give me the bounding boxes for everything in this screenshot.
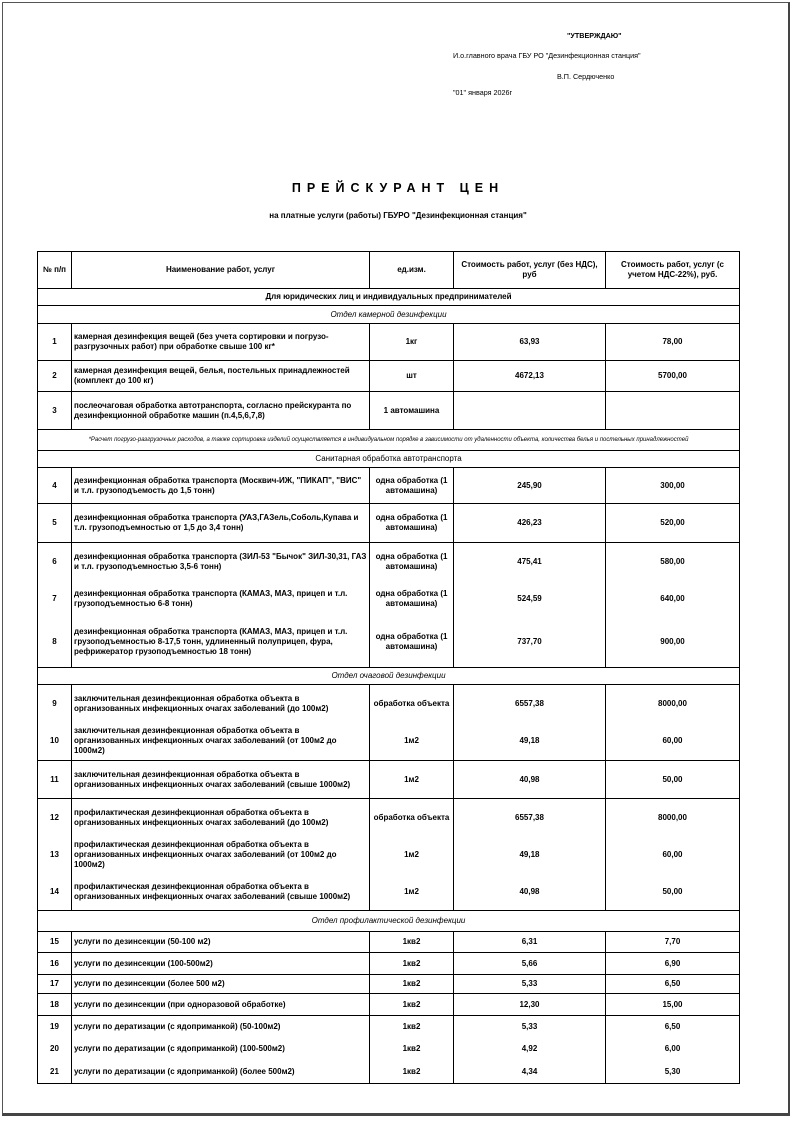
- table-row: [38, 761, 740, 799]
- row-price-no-vat: 4672,13: [454, 361, 606, 392]
- row-name: заключительная дезинфекционная обработка объекта в организованных инфекционных очагах заболеваний (до 100м2): [72, 685, 370, 723]
- row-number: 21: [38, 1061, 72, 1084]
- row-price-vat: 5700,00: [606, 361, 740, 392]
- row-price-no-vat: 4,92: [454, 1038, 606, 1061]
- row-number: 11: [38, 761, 72, 799]
- note-row: [38, 430, 740, 451]
- row-price-no-vat: [454, 392, 606, 430]
- row-name: услуги по дезинсекции (более 500 м2): [72, 975, 370, 994]
- row-price-vat: 50,00: [606, 874, 740, 911]
- section-row: [38, 911, 740, 932]
- row-unit: одна обработка (1 автомашина): [370, 581, 454, 617]
- footnote: *Расчет погрузо-разгрузочных расходов, а также сортировка изделий осуществляется в индивидуальном порядке в зависимости от удаленности объекта, количества белья и постельных принадлежностей: [38, 430, 740, 451]
- approval-date: "01" января 2026г: [453, 88, 513, 97]
- table-row: [38, 1038, 740, 1061]
- approval-stamp: "УТВЕРЖДАЮ": [567, 31, 622, 40]
- row-number: 4: [38, 468, 72, 504]
- row-number: 12: [38, 799, 72, 837]
- row-price-no-vat: 4,34: [454, 1061, 606, 1084]
- table-row: [38, 685, 740, 723]
- row-name: профилактическая дезинфекционная обработка объекта в организованных инфекционных очагах заболеваний (до 100м2): [72, 799, 370, 837]
- row-price-no-vat: 245,90: [454, 468, 606, 504]
- table-row: [38, 504, 740, 543]
- row-number: 7: [38, 581, 72, 617]
- row-price-vat: 6,50: [606, 1016, 740, 1038]
- row-price-vat: 78,00: [606, 324, 740, 361]
- row-name: профилактическая дезинфекционная обработка объекта в организованных инфекционных очагах заболеваний (от 100м2 до 1000м2): [72, 837, 370, 874]
- row-price-no-vat: 12,30: [454, 994, 606, 1016]
- row-unit: одна обработка (1 автомашина): [370, 543, 454, 581]
- row-price-no-vat: 40,98: [454, 874, 606, 911]
- row-price-vat: 6,50: [606, 975, 740, 994]
- row-price-vat: 60,00: [606, 837, 740, 874]
- row-price-vat: 8000,00: [606, 799, 740, 837]
- row-unit: 1 автомашина: [370, 392, 454, 430]
- row-name: услуги по дератизации (с ядоприманкой) (более 500м2): [72, 1061, 370, 1084]
- row-unit: обработка объекта: [370, 799, 454, 837]
- table-row: [38, 324, 740, 361]
- table-row: [38, 468, 740, 504]
- row-name: дезинфекционная обработка транспорта (ЗИЛ-53 "Бычок" ЗИЛ-30,31, ГАЗ и т.л. грузоподъемностью 3,5-6 тонн): [72, 543, 370, 581]
- table-row: [38, 581, 740, 617]
- row-price-vat: 8000,00: [606, 685, 740, 723]
- table-row: [38, 1061, 740, 1084]
- row-unit: одна обработка (1 автомашина): [370, 504, 454, 543]
- row-price-vat: 60,00: [606, 723, 740, 761]
- document-subtitle: на платные услуги (работы) ГБУРО "Дезинфекционная станция": [269, 211, 527, 220]
- row-price-vat: 6,00: [606, 1038, 740, 1061]
- row-number: 16: [38, 953, 72, 975]
- row-unit: 1кв2: [370, 1061, 454, 1084]
- row-price-vat: 5,30: [606, 1061, 740, 1084]
- row-price-no-vat: 6557,38: [454, 685, 606, 723]
- row-unit: 1кв2: [370, 932, 454, 953]
- row-name: услуги по дезинсекции (при одноразовой обработке): [72, 994, 370, 1016]
- section-row: [38, 668, 740, 685]
- row-price-no-vat: 5,66: [454, 953, 606, 975]
- row-name: заключительная дезинфекционная обработка объекта в организованных инфекционных очагах заболеваний (свыше 1000м2): [72, 761, 370, 799]
- row-price-no-vat: 426,23: [454, 504, 606, 543]
- header-name: Наименование работ, услуг: [72, 252, 370, 289]
- row-unit: шт: [370, 361, 454, 392]
- row-unit: 1кв2: [370, 953, 454, 975]
- row-price-no-vat: 63,93: [454, 324, 606, 361]
- row-number: 2: [38, 361, 72, 392]
- table-row: [38, 837, 740, 874]
- document-title: ПРЕЙСКУРАНТ ЦЕН: [291, 181, 505, 195]
- section-title: Отдел очаговой дезинфекции: [38, 668, 740, 685]
- row-number: 1: [38, 324, 72, 361]
- section-row: [38, 306, 740, 324]
- row-unit: 1м2: [370, 837, 454, 874]
- row-price-no-vat: 524,59: [454, 581, 606, 617]
- row-price-vat: [606, 392, 740, 430]
- table-row: [38, 543, 740, 581]
- row-price-vat: 580,00: [606, 543, 740, 581]
- table-row: [38, 361, 740, 392]
- row-name: услуги по дератизации (с ядоприманкой) (50-100м2): [72, 1016, 370, 1038]
- row-unit: одна обработка (1 автомашина): [370, 617, 454, 668]
- row-number: 3: [38, 392, 72, 430]
- row-number: 10: [38, 723, 72, 761]
- header-unit: ед.изм.: [370, 252, 454, 289]
- row-name: дезинфекционная обработка транспорта (КАМАЗ, МАЗ, прицеп и т.л. грузоподъемностью 6-8 тонн): [72, 581, 370, 617]
- row-name: услуги по дезинсекции (50-100 м2): [72, 932, 370, 953]
- row-price-no-vat: 5,33: [454, 1016, 606, 1038]
- row-price-no-vat: 737,70: [454, 617, 606, 668]
- row-unit: одна обработка (1 автомашина): [370, 468, 454, 504]
- row-number: 6: [38, 543, 72, 581]
- row-number: 8: [38, 617, 72, 668]
- section-row: [38, 289, 740, 306]
- row-price-no-vat: 6,31: [454, 932, 606, 953]
- table-row: [38, 392, 740, 430]
- row-number: 15: [38, 932, 72, 953]
- row-price-no-vat: 40,98: [454, 761, 606, 799]
- row-unit: 1кв2: [370, 975, 454, 994]
- row-name: услуги по дератизации (с ядоприманкой) (100-500м2): [72, 1038, 370, 1061]
- price-table: [37, 251, 740, 1084]
- row-unit: 1кв2: [370, 1038, 454, 1061]
- row-unit: 1кв2: [370, 1016, 454, 1038]
- row-price-no-vat: 49,18: [454, 723, 606, 761]
- table-row: [38, 975, 740, 994]
- approval-position: И.о.главного врача ГБУ РО "Дезинфекционная станция": [453, 51, 641, 60]
- row-unit: 1кг: [370, 324, 454, 361]
- row-price-vat: 300,00: [606, 468, 740, 504]
- table-row: [38, 874, 740, 911]
- header-price-no-vat: Стоимость работ, услуг (без НДС), руб: [454, 252, 606, 289]
- table-row: [38, 723, 740, 761]
- row-name: услуги по дезинсекции (100-500м2): [72, 953, 370, 975]
- row-price-vat: 6,90: [606, 953, 740, 975]
- row-name: послеочаговая обработка автотранспорта, согласно прейскуранта по дезинфекционной обработке машин (п.4,5,6,7,8): [72, 392, 370, 430]
- row-name: дезинфекционная обработка транспорта (Москвич-ИЖ, "ПИКАП", "ВИС" и т.л. грузоподъемость до 1,5 тонн): [72, 468, 370, 504]
- table-row: [38, 1016, 740, 1038]
- table-row: [38, 617, 740, 668]
- row-unit: 1м2: [370, 723, 454, 761]
- header-num: № п/п: [38, 252, 72, 289]
- row-number: 14: [38, 874, 72, 911]
- row-name: дезинфекционная обработка транспорта (КАМАЗ, МАЗ, прицеп и т.л. грузоподъемностью 8-17,5 тонн, удлиненный полуприцеп, фура, рефрижератор грузоподъемностью 18 тонн): [72, 617, 370, 668]
- row-price-vat: 50,00: [606, 761, 740, 799]
- row-unit: 1кв2: [370, 994, 454, 1016]
- table-row: [38, 799, 740, 837]
- section-title: Отдел профилактической дезинфекции: [38, 911, 740, 932]
- row-price-vat: 900,00: [606, 617, 740, 668]
- table-row: [38, 994, 740, 1016]
- row-number: 13: [38, 837, 72, 874]
- row-price-vat: 7,70: [606, 932, 740, 953]
- row-name: заключительная дезинфекционная обработка объекта в организованных инфекционных очагах заболеваний (от 100м2 до 1000м2): [72, 723, 370, 761]
- row-unit: обработка объекта: [370, 685, 454, 723]
- row-number: 5: [38, 504, 72, 543]
- row-name: камерная дезинфекция вещей, белья, постельных принадлежностей (комплект до 100 кг): [72, 361, 370, 392]
- row-number: 17: [38, 975, 72, 994]
- row-name: камерная дезинфекция вещей (без учета сортировки и погрузо-разгрузочных работ) при обработке свыше 100 кг*: [72, 324, 370, 361]
- row-price-no-vat: 5,33: [454, 975, 606, 994]
- row-price-vat: 640,00: [606, 581, 740, 617]
- table-row: [38, 953, 740, 975]
- row-price-no-vat: 6557,38: [454, 799, 606, 837]
- row-price-no-vat: 475,41: [454, 543, 606, 581]
- header-price-vat: Стоимость работ, услуг (с учетом НДС-22%), руб.: [606, 252, 740, 289]
- approval-name: В.П. Сердюченко: [557, 72, 615, 81]
- section-title: Санитарная обработка автотранспорта: [38, 451, 740, 468]
- row-number: 19: [38, 1016, 72, 1038]
- section-title: Для юридических лиц и индивидуальных предпринимателей: [38, 289, 740, 306]
- section-title: Отдел камерной дезинфекции: [38, 306, 740, 324]
- table-header-row: [38, 252, 740, 289]
- row-price-no-vat: 49,18: [454, 837, 606, 874]
- row-unit: 1м2: [370, 761, 454, 799]
- section-row: [38, 451, 740, 468]
- row-number: 20: [38, 1038, 72, 1061]
- row-price-vat: 520,00: [606, 504, 740, 543]
- row-price-vat: 15,00: [606, 994, 740, 1016]
- row-number: 9: [38, 685, 72, 723]
- row-name: профилактическая дезинфекционная обработка объекта в организованных инфекционных очагах заболеваний (свыше 1000м2): [72, 874, 370, 911]
- row-unit: 1м2: [370, 874, 454, 911]
- table-row: [38, 932, 740, 953]
- row-name: дезинфекционная обработка транспорта (УАЗ,ГАЗель,Соболь,Купава и т.л. грузоподъемностью от 1,5 до 3,4 тонн): [72, 504, 370, 543]
- row-number: 18: [38, 994, 72, 1016]
